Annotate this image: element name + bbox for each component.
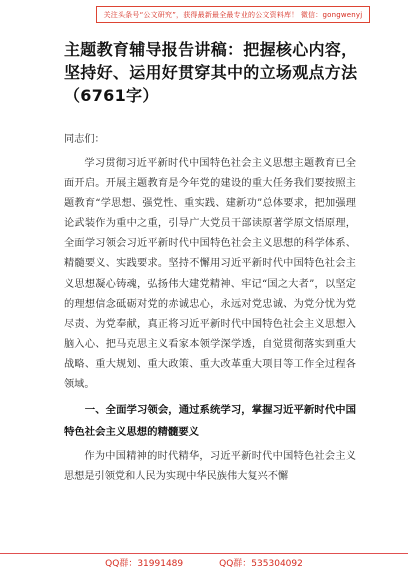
top-banner: [96, 6, 370, 23]
document-title: 主题教育辅导报告讲稿：把握核心内容，坚持好、运用好贯穿其中的立场观点方法（6761字）: [64, 40, 358, 105]
footer-qq-group-2: QQ群：535304092: [219, 558, 303, 569]
footer-qq-group-1: QQ群：31991489: [105, 558, 184, 569]
section-heading-1: 一、全面学习领会，通过系统学习，掌握习近平新时代中国特色社会主义思想的精髓要义: [64, 404, 356, 439]
document-body: [64, 130, 356, 487]
banner-text: 关注头条号“公文研究”，获得最新最全最专业的公文资料库！ 微信：gongwenyj: [103, 10, 363, 19]
paragraph-1: 学习贯彻习近平新时代中国特色社会主义思想主题教育已全面开启。开展主题教育是今年党的建设的重大任务我们要按照主题教育“学思想、强党性、重实践、建新功”总体要求，把加强理论武装作为重中之重，引导广大党员干部读原著学原文悟原理，全面学习领会习近平新时代中国特色社会主义思想的科学体系、精髓要义、实践要求。坚持不懈用习近平新时代中国特色社会主义思想凝心铸魂，弘扬伟大建党精神、牢记“国之大者”，以坚定的理想信念砥砺对党的赤诚忠心，永远对党忠诚、为党分忧为党尽责、为党奉献，真正将习近平新时代中国特色社会主义思想入脑入心、把马克思主义看家本领学深学透，自觉贯彻落实到重大战略、重大规划、重大政策、重大改革重大项目等工作全过程各领域。: [64, 158, 356, 391]
footer-bar: [0, 553, 408, 570]
salutation: 同志们：: [64, 134, 105, 145]
paragraph-2: 作为中国精神的时代精华，习近平新时代中国特色社会主义思想是引领党和人民为实现中华民族伟大复兴不懈: [64, 451, 356, 483]
